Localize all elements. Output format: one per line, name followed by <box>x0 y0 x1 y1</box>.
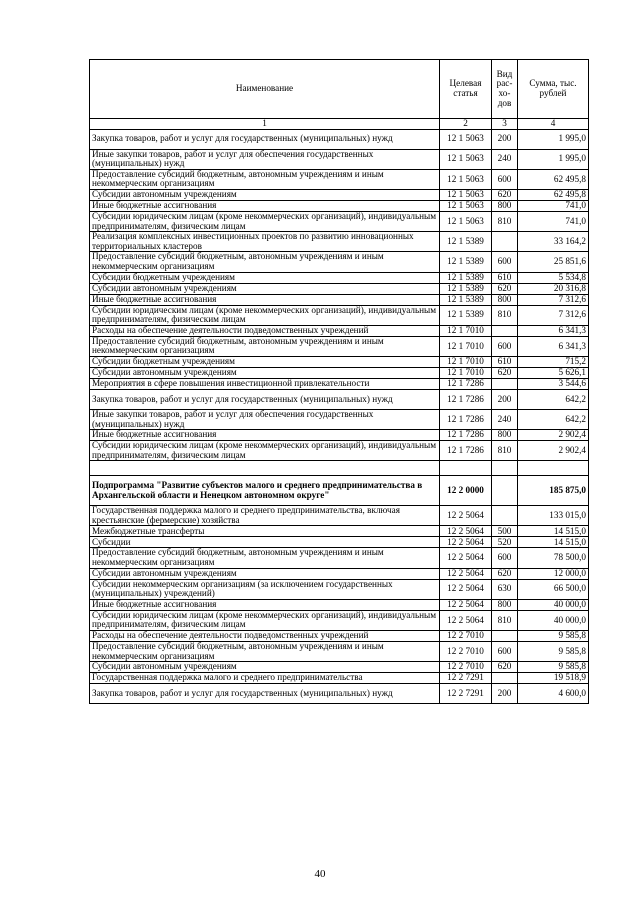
table-row <box>90 526 589 537</box>
row-target-code: 12 1 5389 <box>440 272 492 283</box>
row-expense-type: 800 <box>492 200 518 211</box>
row-target-code: 12 1 7010 <box>440 325 492 336</box>
row-amount: 14 515,0 <box>518 537 589 548</box>
row-target-code: 12 2 5064 <box>440 568 492 579</box>
row-name: Межбюджетные трансферты <box>90 526 440 537</box>
row-expense-type: 810 <box>492 441 518 461</box>
row-name: Подпрограмма "Развитие субъектов малого и среднего предпринимательства в Архангельской области и Ненецком автономном округе" <box>90 476 440 506</box>
table-row <box>90 189 589 200</box>
row-expense-type: 800 <box>492 599 518 610</box>
row-target-code: 12 2 0000 <box>440 476 492 506</box>
row-amount: 7 312,6 <box>518 305 589 325</box>
row-expense-type <box>492 476 518 506</box>
row-name: Закупка товаров, работ и услуг для государственных (муниципальных) нужд <box>90 389 440 409</box>
row-expense-type: 200 <box>492 684 518 704</box>
row-name: Мероприятия в сфере повышения инвестиционной привлекательности <box>90 378 440 389</box>
row-name: Государственная поддержка малого и среднего предпринимательства <box>90 673 440 684</box>
row-expense-type <box>492 325 518 336</box>
table-row <box>90 294 589 305</box>
row-amount: 642,2 <box>518 389 589 409</box>
row-name: Закупка товаров, работ и услуг для государственных (муниципальных) нужд <box>90 684 440 704</box>
row-expense-type: 500 <box>492 526 518 537</box>
row-target-code: 12 2 5064 <box>440 537 492 548</box>
row-amount: 66 500,0 <box>518 579 589 599</box>
row-amount: 25 851,6 <box>518 252 589 272</box>
row-expense-type: 810 <box>492 610 518 630</box>
row-name <box>90 461 440 476</box>
row-expense-type <box>492 232 518 252</box>
row-amount: 4 600,0 <box>518 684 589 704</box>
row-target-code: 12 2 7291 <box>440 684 492 704</box>
row-target-code: 12 1 7286 <box>440 441 492 461</box>
column-number-row <box>90 119 589 130</box>
row-amount: 133 015,0 <box>518 506 589 526</box>
row-name: Предоставление субсидий бюджетным, автономным учреждениям и иным некоммерческим организациям <box>90 252 440 272</box>
row-expense-type: 630 <box>492 579 518 599</box>
table-row <box>90 506 589 526</box>
row-expense-type: 620 <box>492 283 518 294</box>
row-amount: 1 995,0 <box>518 129 589 149</box>
header-name: Наименование <box>90 60 440 119</box>
row-target-code: 12 2 7010 <box>440 631 492 642</box>
row-target-code: 12 2 5064 <box>440 599 492 610</box>
row-expense-type: 810 <box>492 211 518 231</box>
row-expense-type: 620 <box>492 367 518 378</box>
row-target-code: 12 1 7286 <box>440 378 492 389</box>
row-target-code: 12 1 5389 <box>440 232 492 252</box>
row-expense-type: 800 <box>492 430 518 441</box>
table-row <box>90 642 589 662</box>
table-row <box>90 599 589 610</box>
header-row <box>90 60 589 119</box>
table-row <box>90 684 589 704</box>
row-expense-type <box>492 506 518 526</box>
row-name: Субсидии юридическим лицам (кроме некоммерческих организаций), индивидуальным предпринимателям, физическим лицам <box>90 305 440 325</box>
header-code: Целевая статья <box>440 60 492 119</box>
table-row <box>90 389 589 409</box>
row-expense-type: 240 <box>492 409 518 429</box>
table-row <box>90 305 589 325</box>
row-target-code <box>440 461 492 476</box>
row-target-code: 12 1 5389 <box>440 305 492 325</box>
row-name: Иные закупки товаров, работ и услуг для обеспечения государственных (муниципальных) нужд <box>90 409 440 429</box>
spacer-row <box>90 461 589 476</box>
row-amount: 185 875,0 <box>518 476 589 506</box>
row-amount: 6 341,3 <box>518 336 589 356</box>
row-target-code: 12 1 5063 <box>440 169 492 189</box>
table-row <box>90 283 589 294</box>
row-name: Государственная поддержка малого и среднего предпринимательства, включая крестьянские (фермерские) хозяйства <box>90 506 440 526</box>
row-name: Расходы на обеспечение деятельности подведомственных учреждений <box>90 631 440 642</box>
row-expense-type <box>492 631 518 642</box>
page-number: 40 <box>314 868 326 880</box>
row-expense-type: 620 <box>492 662 518 673</box>
table-row <box>90 200 589 211</box>
row-amount: 1 995,0 <box>518 149 589 169</box>
row-expense-type: 800 <box>492 294 518 305</box>
row-name: Субсидии автономным учреждениям <box>90 367 440 378</box>
row-target-code: 12 1 5389 <box>440 294 492 305</box>
column-number: 1 <box>90 119 440 130</box>
row-name: Предоставление субсидий бюджетным, автономным учреждениям и иным некоммерческим организациям <box>90 336 440 356</box>
row-expense-type: 200 <box>492 129 518 149</box>
row-amount: 40 000,0 <box>518 599 589 610</box>
row-name: Иные бюджетные ассигнования <box>90 200 440 211</box>
table-row <box>90 568 589 579</box>
row-name: Субсидии автономным учреждениям <box>90 189 440 200</box>
row-expense-type <box>492 673 518 684</box>
row-amount: 9 585,8 <box>518 662 589 673</box>
table-body <box>90 129 589 704</box>
row-name: Реализация комплексных инвестиционных проектов по развитию инновационных территориальных кластеров <box>90 232 440 252</box>
row-target-code: 12 2 5064 <box>440 506 492 526</box>
row-expense-type: 520 <box>492 537 518 548</box>
row-target-code: 12 1 7286 <box>440 409 492 429</box>
row-expense-type: 810 <box>492 305 518 325</box>
row-target-code: 12 1 5063 <box>440 129 492 149</box>
row-expense-type: 600 <box>492 548 518 568</box>
row-amount: 5 534,8 <box>518 272 589 283</box>
row-target-code: 12 1 7286 <box>440 389 492 409</box>
row-target-code: 12 1 5063 <box>440 149 492 169</box>
table-row <box>90 336 589 356</box>
row-expense-type: 240 <box>492 149 518 169</box>
row-name: Иные закупки товаров, работ и услуг для обеспечения государственных (муниципальных) нужд <box>90 149 440 169</box>
table-row <box>90 409 589 429</box>
budget-table <box>89 59 589 704</box>
row-name: Иные бюджетные ассигнования <box>90 599 440 610</box>
row-target-code: 12 2 7010 <box>440 662 492 673</box>
column-number: 3 <box>492 119 518 130</box>
table-row <box>90 579 589 599</box>
row-amount: 62 495,8 <box>518 189 589 200</box>
row-expense-type: 620 <box>492 568 518 579</box>
row-name: Расходы на обеспечение деятельности подведомственных учреждений <box>90 325 440 336</box>
row-amount: 7 312,6 <box>518 294 589 305</box>
row-target-code: 12 1 7010 <box>440 336 492 356</box>
row-amount: 715,2 <box>518 356 589 367</box>
row-amount: 2 902,4 <box>518 441 589 461</box>
row-target-code: 12 1 7010 <box>440 367 492 378</box>
row-amount: 14 515,0 <box>518 526 589 537</box>
row-target-code: 12 1 7010 <box>440 356 492 367</box>
table-row <box>90 537 589 548</box>
row-target-code: 12 2 5064 <box>440 579 492 599</box>
row-amount: 2 902,4 <box>518 430 589 441</box>
row-amount: 741,0 <box>518 200 589 211</box>
row-name: Иные бюджетные ассигнования <box>90 294 440 305</box>
row-amount: 9 585,8 <box>518 642 589 662</box>
table-row <box>90 149 589 169</box>
table-row <box>90 548 589 568</box>
table-row <box>90 252 589 272</box>
row-amount: 741,0 <box>518 211 589 231</box>
row-target-code: 12 1 5389 <box>440 283 492 294</box>
row-amount: 40 000,0 <box>518 610 589 630</box>
row-amount: 6 341,3 <box>518 325 589 336</box>
row-target-code: 12 2 5064 <box>440 610 492 630</box>
table-row <box>90 169 589 189</box>
row-name: Предоставление субсидий бюджетным, автономным учреждениям и иным некоммерческим организациям <box>90 548 440 568</box>
row-target-code: 12 1 7286 <box>440 430 492 441</box>
row-amount: 5 626,1 <box>518 367 589 378</box>
row-amount <box>518 461 589 476</box>
row-expense-type: 600 <box>492 642 518 662</box>
row-amount: 3 544,6 <box>518 378 589 389</box>
row-amount: 33 164,2 <box>518 232 589 252</box>
table-row <box>90 378 589 389</box>
table-row <box>90 673 589 684</box>
row-name: Субсидии <box>90 537 440 548</box>
row-target-code: 12 1 5063 <box>440 200 492 211</box>
row-amount: 12 000,0 <box>518 568 589 579</box>
row-name: Субсидии автономным учреждениям <box>90 568 440 579</box>
row-expense-type <box>492 378 518 389</box>
row-expense-type: 600 <box>492 336 518 356</box>
table-row <box>90 129 589 149</box>
row-name: Иные бюджетные ассигнования <box>90 430 440 441</box>
row-amount: 642,2 <box>518 409 589 429</box>
row-name: Субсидии бюджетным учреждениям <box>90 356 440 367</box>
row-name: Субсидии юридическим лицам (кроме некоммерческих организаций), индивидуальным предпринимателям, физическим лицам <box>90 610 440 630</box>
table-row <box>90 441 589 461</box>
column-number: 2 <box>440 119 492 130</box>
row-name: Предоставление субсидий бюджетным, автономным учреждениям и иным некоммерческим организациям <box>90 169 440 189</box>
row-name: Субсидии автономным учреждениям <box>90 662 440 673</box>
table-row <box>90 631 589 642</box>
row-expense-type: 600 <box>492 169 518 189</box>
row-amount: 9 585,8 <box>518 631 589 642</box>
subprogram-row <box>90 476 589 506</box>
row-target-code: 12 1 5063 <box>440 211 492 231</box>
row-expense-type: 200 <box>492 389 518 409</box>
table-row <box>90 430 589 441</box>
row-amount: 78 500,0 <box>518 548 589 568</box>
row-expense-type: 620 <box>492 189 518 200</box>
table-row <box>90 232 589 252</box>
row-name: Предоставление субсидий бюджетным, автономным учреждениям и иным некоммерческим организациям <box>90 642 440 662</box>
row-name: Закупка товаров, работ и услуг для государственных (муниципальных) нужд <box>90 129 440 149</box>
row-amount: 19 518,9 <box>518 673 589 684</box>
table-row <box>90 325 589 336</box>
row-expense-type: 610 <box>492 356 518 367</box>
row-name: Субсидии юридическим лицам (кроме некоммерческих организаций), индивидуальным предпринимателям, физическим лицам <box>90 441 440 461</box>
table-row <box>90 272 589 283</box>
column-number: 4 <box>518 119 589 130</box>
row-name: Субсидии автономным учреждениям <box>90 283 440 294</box>
row-target-code: 12 1 5389 <box>440 252 492 272</box>
table-row <box>90 662 589 673</box>
row-target-code: 12 2 7291 <box>440 673 492 684</box>
row-expense-type: 610 <box>492 272 518 283</box>
row-amount: 62 495,8 <box>518 169 589 189</box>
row-expense-type: 600 <box>492 252 518 272</box>
row-expense-type <box>492 461 518 476</box>
row-name: Субсидии юридическим лицам (кроме некоммерческих организаций), индивидуальным предпринимателям, физическим лицам <box>90 211 440 231</box>
table-row <box>90 367 589 378</box>
row-amount: 20 316,8 <box>518 283 589 294</box>
row-name: Субсидии некоммерческим организациям (за исключением государственных (муниципальных) учреждений) <box>90 579 440 599</box>
table-row <box>90 610 589 630</box>
header-sum: Сумма, тыс. рублей <box>518 60 589 119</box>
row-target-code: 12 2 5064 <box>440 548 492 568</box>
row-target-code: 12 1 5063 <box>440 189 492 200</box>
table-row <box>90 211 589 231</box>
row-target-code: 12 2 5064 <box>440 526 492 537</box>
row-name: Субсидии бюджетным учреждениям <box>90 272 440 283</box>
header-vid: Вид рас-хо-дов <box>492 60 518 119</box>
table-row <box>90 356 589 367</box>
row-target-code: 12 2 7010 <box>440 642 492 662</box>
